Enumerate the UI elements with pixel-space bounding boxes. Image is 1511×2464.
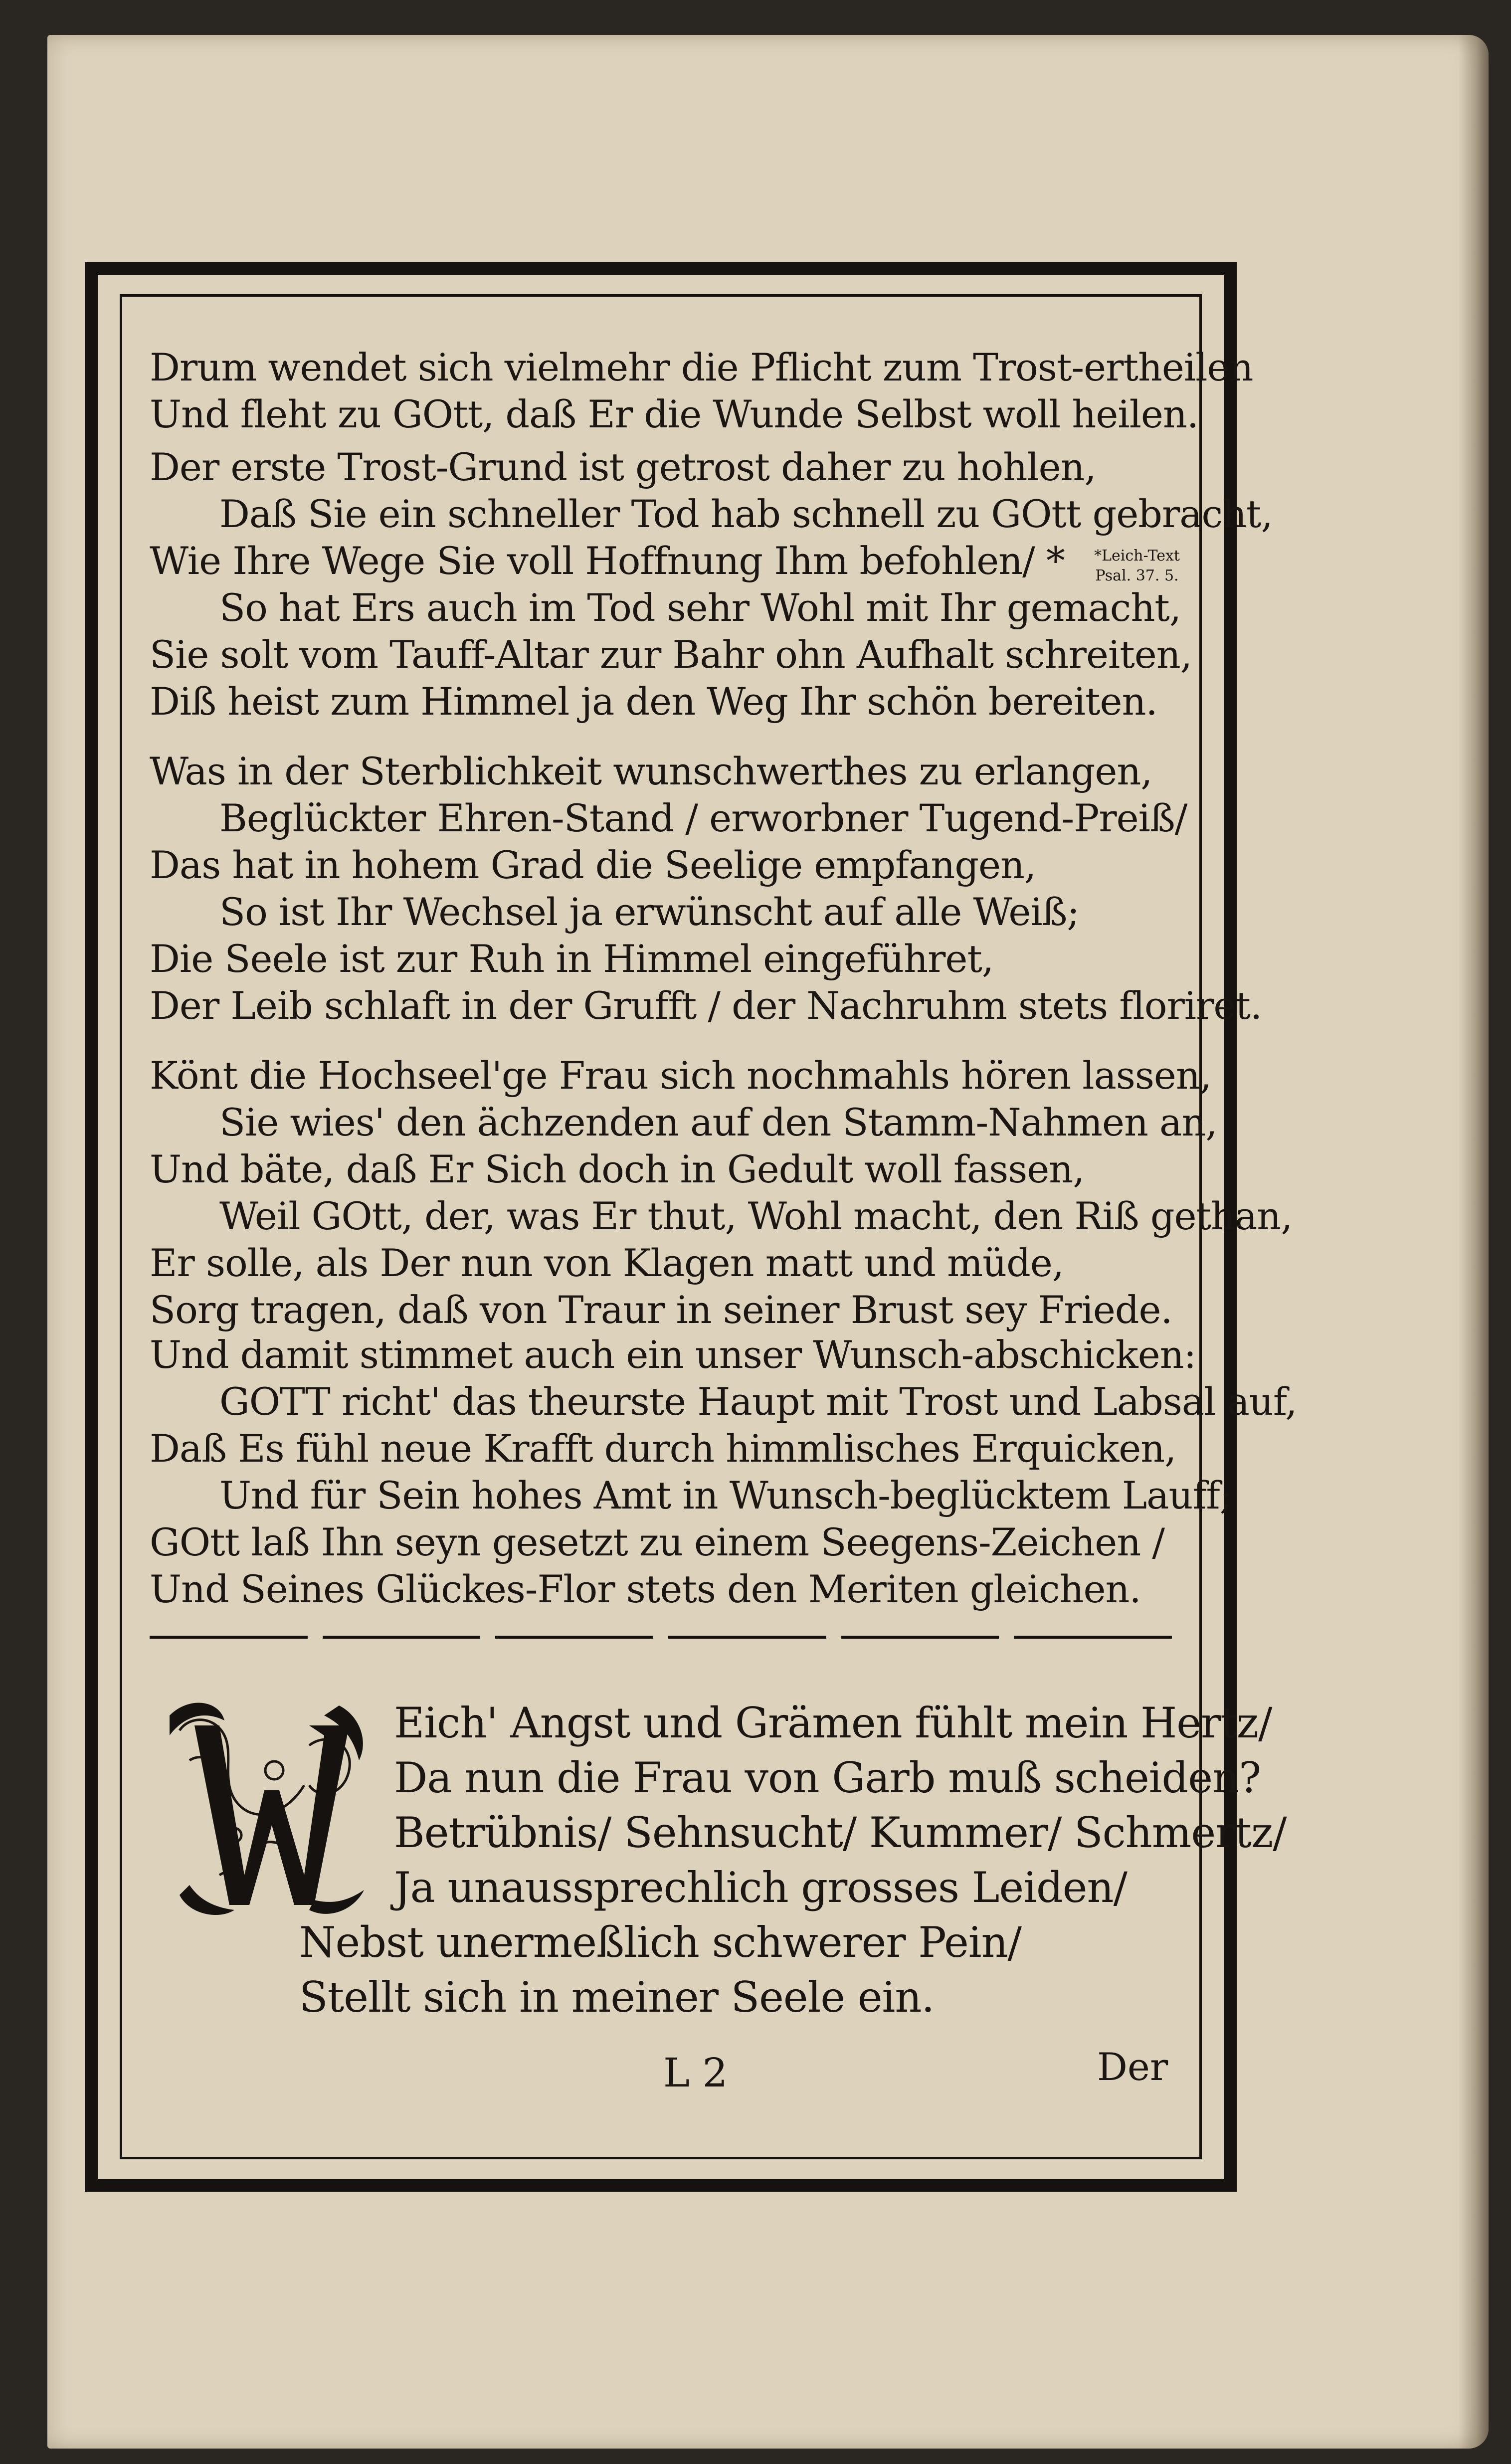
verse-line: Stellt sich in meiner Seele ein. xyxy=(299,1973,935,2022)
stanza-5 xyxy=(150,1331,1297,1613)
section-divider xyxy=(150,1636,1172,1639)
verse-line: Beglückter Ehren-Stand / erworbner Tugend-Preiß/ xyxy=(219,796,1187,840)
verse-line: Daß Sie ein schneller Tod hab schnell zu GOtt gebracht, xyxy=(219,492,1273,536)
verse-line: Könt die Hochseel'ge Frau sich nochmahls hören lassen, xyxy=(150,1053,1211,1098)
verse-line: Und Seines Glückes-Flor stets den Meriten gleichen. xyxy=(150,1567,1141,1611)
poem-2 xyxy=(150,1696,1287,2025)
verse-line: Wie Ihre Wege Sie voll Hoffnung Ihm befohlen/ * xyxy=(150,539,1065,583)
verse-line: Drum wendet sich vielmehr die Pflicht zum Trost-ertheilen xyxy=(150,345,1253,389)
catchword: Der xyxy=(1097,2045,1168,2089)
verse-line: Und bäte, daß Er Sich doch in Gedult woll fassen, xyxy=(150,1147,1085,1191)
divider-rule xyxy=(150,1636,308,1639)
verse-line: Der Leib schlaft in der Grufft / der Nachruhm stets floriret. xyxy=(150,983,1262,1028)
verse-line: GOtt laß Ihn seyn gesetzt zu einem Seegens-Zeichen / xyxy=(150,1520,1164,1564)
stanza-4 xyxy=(150,1052,1293,1333)
marginal-note: *Leich-Text Psal. 37. 5. xyxy=(1094,547,1180,584)
verse-line: GOTT richt' das theurste Haupt mit Trost und Labsal auf, xyxy=(219,1379,1297,1424)
divider-rule xyxy=(841,1636,999,1639)
stanza-1 xyxy=(150,344,1253,438)
verse-line: Eich' Angst und Grämen fühlt mein Hertz/ xyxy=(394,1699,1272,1747)
verse-line: Die Seele ist zur Ruh in Himmel eingeführet, xyxy=(150,937,994,981)
verse-line: Daß Es fühl neue Krafft durch himmlisches Erquicken, xyxy=(150,1426,1176,1471)
verse-line: Sie solt vom Tauff-Altar zur Bahr ohn Aufhalt schreiten, xyxy=(150,632,1192,677)
verse-line: So hat Ers auch im Tod sehr Wohl mit Ihr gemacht, xyxy=(219,585,1181,630)
page-edge-shadow xyxy=(1459,35,1489,2449)
divider-rule xyxy=(1014,1636,1172,1639)
divider-rule xyxy=(323,1636,481,1639)
verse-line: Da nun die Frau von Garb muß scheiden? xyxy=(394,1753,1261,1802)
verse-line: Und fleht zu GOtt, daß Er die Wunde Selbst woll heilen. xyxy=(150,392,1198,436)
verse-line: Was in der Sterblichkeit wunschwerthes zu erlangen, xyxy=(150,749,1152,793)
verse-line: Er solle, als Der nun von Klagen matt und müde, xyxy=(150,1241,1064,1285)
verse-line: Ja unaussprechlich grosses Leiden/ xyxy=(394,1863,1127,1912)
divider-rule xyxy=(668,1636,826,1639)
verse-line: So ist Ihr Wechsel ja erwünscht auf alle Weiß; xyxy=(219,890,1079,934)
verse-line: Weil GOtt, der, was Er thut, Wohl macht, den Riß gethan, xyxy=(219,1194,1293,1238)
stanza-2 xyxy=(150,444,1273,725)
verse-line: Betrübnis/ Sehnsucht/ Kummer/ Schmertz/ xyxy=(394,1808,1287,1857)
verse-line: Sorg tragen, daß von Traur in seiner Brust sey Friede. xyxy=(150,1288,1172,1332)
verse-line: Diß heist zum Himmel ja den Weg Ihr schön bereiten. xyxy=(150,679,1157,724)
verse-line: Und damit stimmet auch ein unser Wunsch-abschicken: xyxy=(150,1332,1196,1377)
verse-line: Der erste Trost-Grund ist getrost daher zu hohlen, xyxy=(150,445,1096,489)
signature-mark: L 2 xyxy=(663,2050,728,2096)
verse-line: Und für Sein hohes Amt in Wunsch-beglücktem Lauff; xyxy=(219,1473,1232,1517)
verse-line: Sie wies' den ächzenden auf den Stamm-Nahmen an, xyxy=(219,1100,1217,1144)
verse-line: Nebst unermeßlich schwerer Pein/ xyxy=(299,1918,1021,1967)
divider-rule xyxy=(495,1636,653,1639)
verse-line: Das hat in hohem Grad die Seelige empfangen, xyxy=(150,843,1036,887)
stanza-3 xyxy=(150,748,1262,1029)
